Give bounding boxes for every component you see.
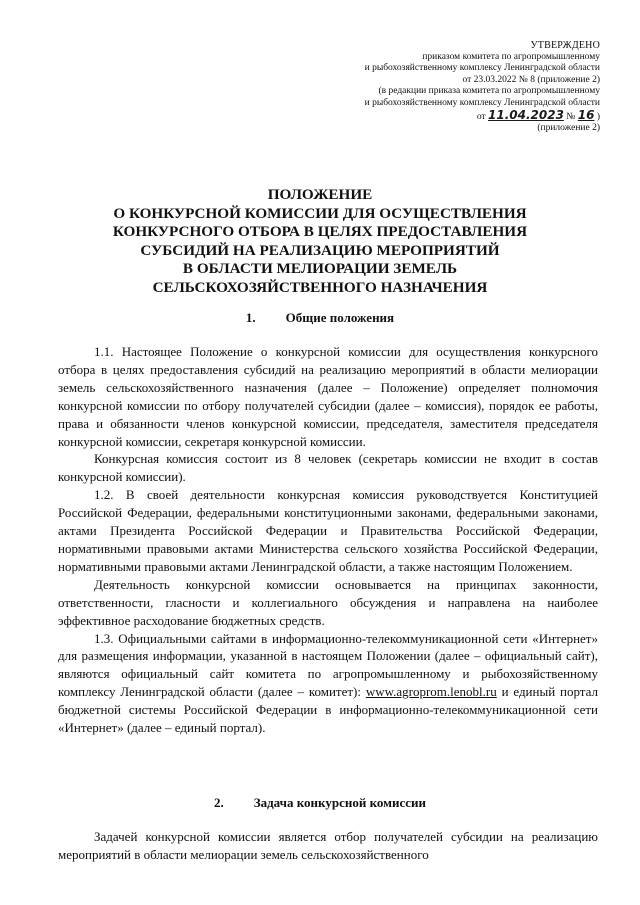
section-title: Задача конкурсной комиссии <box>253 795 427 810</box>
section-2-body <box>58 828 598 864</box>
approval-line: (приложение 2) <box>537 123 600 134</box>
paragraph: Задачей конкурсной комиссии является отбор получателей субсидии на реализацию мероприятий в области мелиорации земель сельскохозяйственного <box>58 829 598 862</box>
title-line: О КОНКУРСНОЙ КОМИССИИ ДЛЯ ОСУЩЕСТВЛЕНИЯ <box>113 204 527 222</box>
paragraph-text: и единый портал бюджетной системы Российской Федерации в информационно-телекоммуникационной сети «Интернет» (далее – единый портал). <box>58 684 598 736</box>
approval-line: (в редакции приказа комитета по агропромышленному <box>378 86 600 97</box>
amendment-date-line <box>476 107 600 124</box>
section-1-body <box>58 343 598 737</box>
section-number: 2. <box>213 795 224 810</box>
approval-title: УТВЕРЖДЕНО <box>530 40 600 51</box>
handwritten-date: 11.04.2023 <box>488 107 564 122</box>
approval-line: и рыбохозяйственному комплексу Ленинградской области <box>364 63 600 74</box>
approval-line: приказом комитета по агропромышленному <box>422 51 600 62</box>
closing-paren: ) <box>596 111 600 122</box>
approval-line: от 23.03.2022 № 8 (приложение 2) <box>462 74 600 85</box>
title-line: СУБСИДИЙ НА РЕАЛИЗАЦИЮ МЕРОПРИЯТИЙ <box>140 241 500 259</box>
paragraph: Деятельность конкурсной комиссии основывается на принципах законности, ответственности, гласности и коллегиального обсуждения и направлена на наиболее эффективное расходование бюджетных средств. <box>58 576 598 628</box>
section-number: 1. <box>245 310 256 325</box>
number-label: № <box>566 111 576 122</box>
approval-line: и рыбохозяйственному комплексу Ленинградской области <box>364 97 600 108</box>
paragraph-text: 1.3. Официальными сайтами в информационно-телекоммуникационной сети «Интернет» для размещения информации, указанной в настоящем Положении (далее – официальный сайт), являются официальный сайт комитета по агропромышленному и рыбохозяйственному комплексу Ленинградской области (далее – комитет): <box>58 630 598 700</box>
section-heading-1 <box>0 310 640 326</box>
paragraph: 1.1. Настоящее Положение о конкурсной комиссии для осуществления конкурсного отбора в целях предоставления субсидий на реализацию мероприятий в области мелиорации земель сельскохозяйственного назначения (далее – Положение) определяет полномочия конкурсной комиссии по отбору получателей субсидии (далее – комиссия), порядок ее работы, права и обязанности членов конкурсной комиссии, председателя, заместителя председателя конкурсной комиссии, секретаря конкурсной комиссии. <box>58 344 598 449</box>
handwritten-number: 16 <box>577 107 595 122</box>
agroprom-website-link[interactable]: www.agroprom.lenobl.ru <box>365 684 497 700</box>
document-title <box>0 186 640 298</box>
approval-stamp <box>365 40 600 135</box>
title-line: ПОЛОЖЕНИЕ <box>267 186 373 203</box>
paragraph: 1.2. В своей деятельности конкурсная комиссия руководствуется Конституцией Российской Федерации, федеральными конституционными законами, федеральными законами, актами Президента Российской Федерации и Правительства Российской Федерации, нормативными правовыми актами Министерства сельского хозяйства Российской Федерации, нормативными правовыми актами Ленинградской области, а также настоящим Положением. <box>58 487 598 574</box>
section-title: Общие положения <box>285 310 395 325</box>
paragraph: Конкурсная комиссия состоит из 8 человек (секретарь комиссии не входит в состав конкурсной комиссии). <box>58 451 598 485</box>
date-prefix: от <box>476 111 486 122</box>
section-heading-2 <box>0 795 640 811</box>
paragraph <box>58 630 598 737</box>
title-line: КОНКУРСНОГО ОТБОРА В ЦЕЛЯХ ПРЕДОСТАВЛЕНИЯ <box>112 223 528 241</box>
title-line: В ОБЛАСТИ МЕЛИОРАЦИИ ЗЕМЕЛЬ <box>182 260 458 278</box>
title-line: СЕЛЬСКОХОЗЯЙСТВЕННОГО НАЗНАЧЕНИЯ <box>152 278 488 296</box>
